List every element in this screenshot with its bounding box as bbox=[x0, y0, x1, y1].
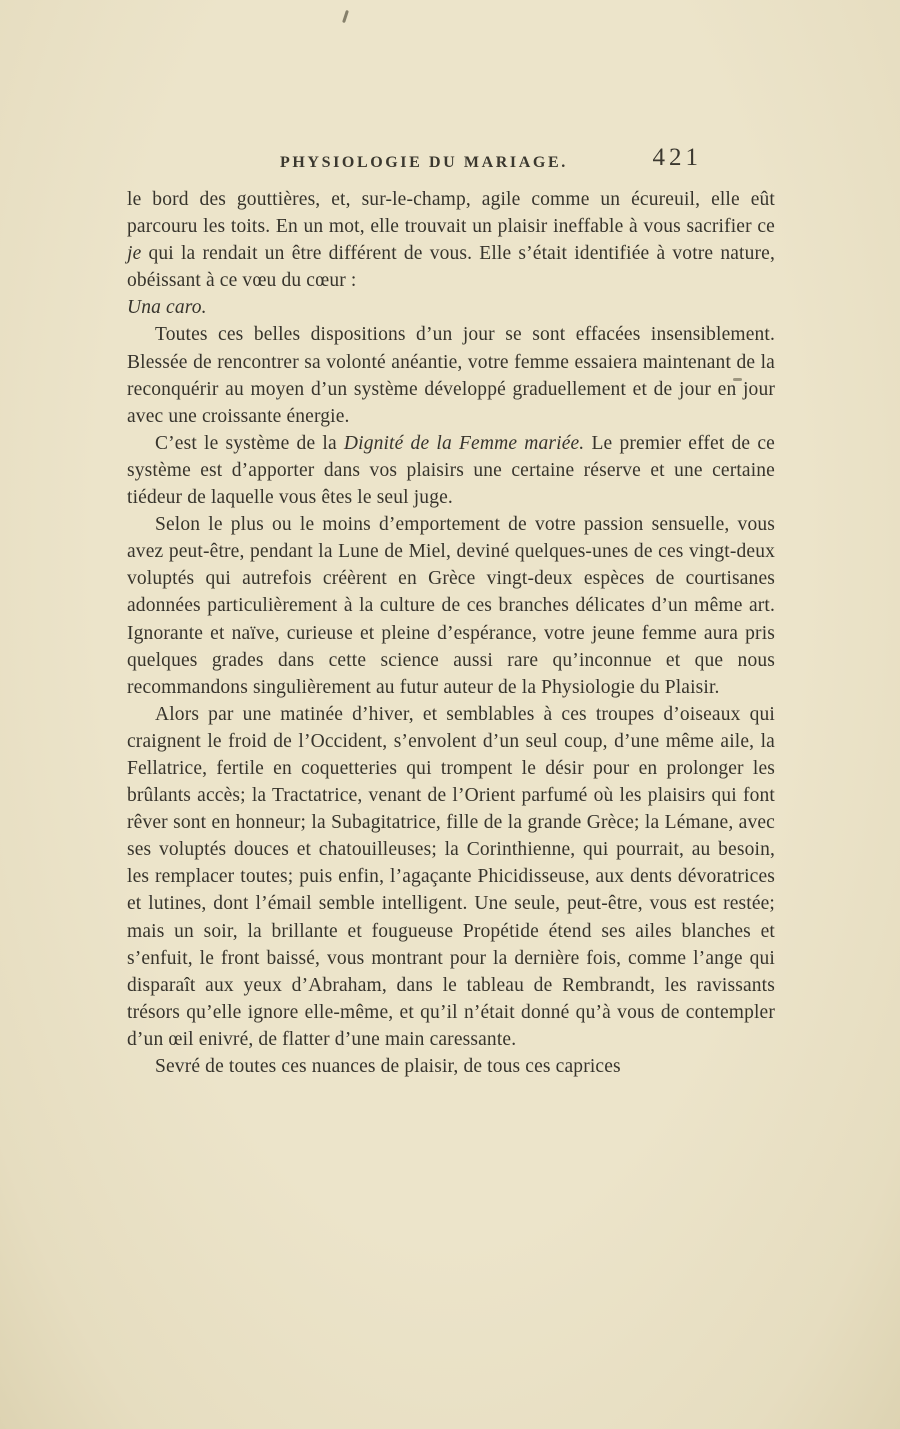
text-run: Le premier effet de ce système est d’apporter dans vos plaisirs une certaine réserve et une certaine tiédeur de laquelle vous êtes le seul juge. bbox=[127, 432, 775, 509]
page-header bbox=[127, 144, 775, 182]
paragraph-selon-passion: Selon le plus ou le moins d’emportement de votre passion sensuelle, vous avez peut-être, pendant la Lune de Miel, deviné quelques-unes de ces vingt-deux voluptés qui autrefois créèrent en Grèce vingt-deux espèces de courtisanes adonnées particulièrement à la culture de ces branches délicates d’un même art. Ignorante et naïve, curieuse et pleine d’espérance, votre jeune femme aura pris quelques grades dans cette science aussi rare qu’inconnue et que nous recommandons singulièrement au futur auteur de la Physiologie du Plaisir. bbox=[127, 514, 775, 698]
text-block bbox=[127, 186, 775, 1080]
paragraph-systeme-dignite bbox=[127, 430, 775, 511]
scan-artifact-tick bbox=[342, 10, 349, 23]
text-run: C’est le système de la bbox=[155, 432, 344, 454]
paragraph-una-caro bbox=[127, 294, 775, 321]
running-title: PHYSIOLOGIE DU MARIAGE. bbox=[280, 154, 568, 171]
paragraph-dispositions: Toutes ces belles dispositions d’un jour se sont effacées insensiblement. Blessée de rencontrer sa volonté anéantie, votre femme essaiera maintenant de la reconquérir au moyen d’un système développé graduellement et de jour en jour avec une croissante énergie. bbox=[127, 324, 775, 427]
text-run-italic: Dignité de la Femme mariée. bbox=[343, 432, 585, 454]
text-run-italic: je bbox=[127, 243, 142, 265]
paragraph-sevre: Sevré de toutes ces nuances de plaisir, de tous ces caprices bbox=[155, 1056, 621, 1077]
page-number: 421 bbox=[652, 144, 702, 171]
text-run: qui la rendait un être différent de vous. Elle s’était identifiée à votre nature, obéissant à ce vœu du cœur : bbox=[127, 243, 775, 292]
text-run: le bord des gouttières, et, sur-le-champ, agile comme un écureuil, elle eût parcouru les toits. En un mot, elle trouvait un plaisir ineffable à vous sacrifier ce bbox=[127, 189, 775, 238]
paragraph-continuation bbox=[127, 186, 775, 294]
paragraph-alors-matinee: Alors par une matinée d’hiver, et semblables à ces troupes d’oiseaux qui craignent le froid de l’Occident, s’envolent d’un seul coup, d’une même aile, la Fellatrice, fertile en coquetteries qui trompent le désir pour en prolonger les brûlants accès; la Tractatrice, venant de l’Orient parfumé où les plaisirs qui font rêver sont en honneur; la Subagitatrice, fille de la grande Grèce; la Lémane, avec ses voluptés douces et chatouilleuses; la Corinthienne, qui pourrait, au besoin, les remplacer toutes; puis enfin, l’agaçante Phicidisseuse, aux dents dévoratrices et lutines, dont l’émail semble intelligent. Une seule, peut-être, vous est restée; mais un soir, la brillante et fougueuse Propétide étend ses ailes blanches et s’enfuit, le front baissé, vous montrant pour la dernière fois, comme l’ange qui disparaît aux yeux d’Abraham, dans le tableau de Rembrandt, les ravissants trésors qu’elle ignore elle-même, et qu’il n’était donné qu’à vous de contempler d’un œil enivré, de flatter d’une main caressante. bbox=[127, 703, 775, 1050]
text-run-italic: Una caro. bbox=[127, 297, 207, 319]
